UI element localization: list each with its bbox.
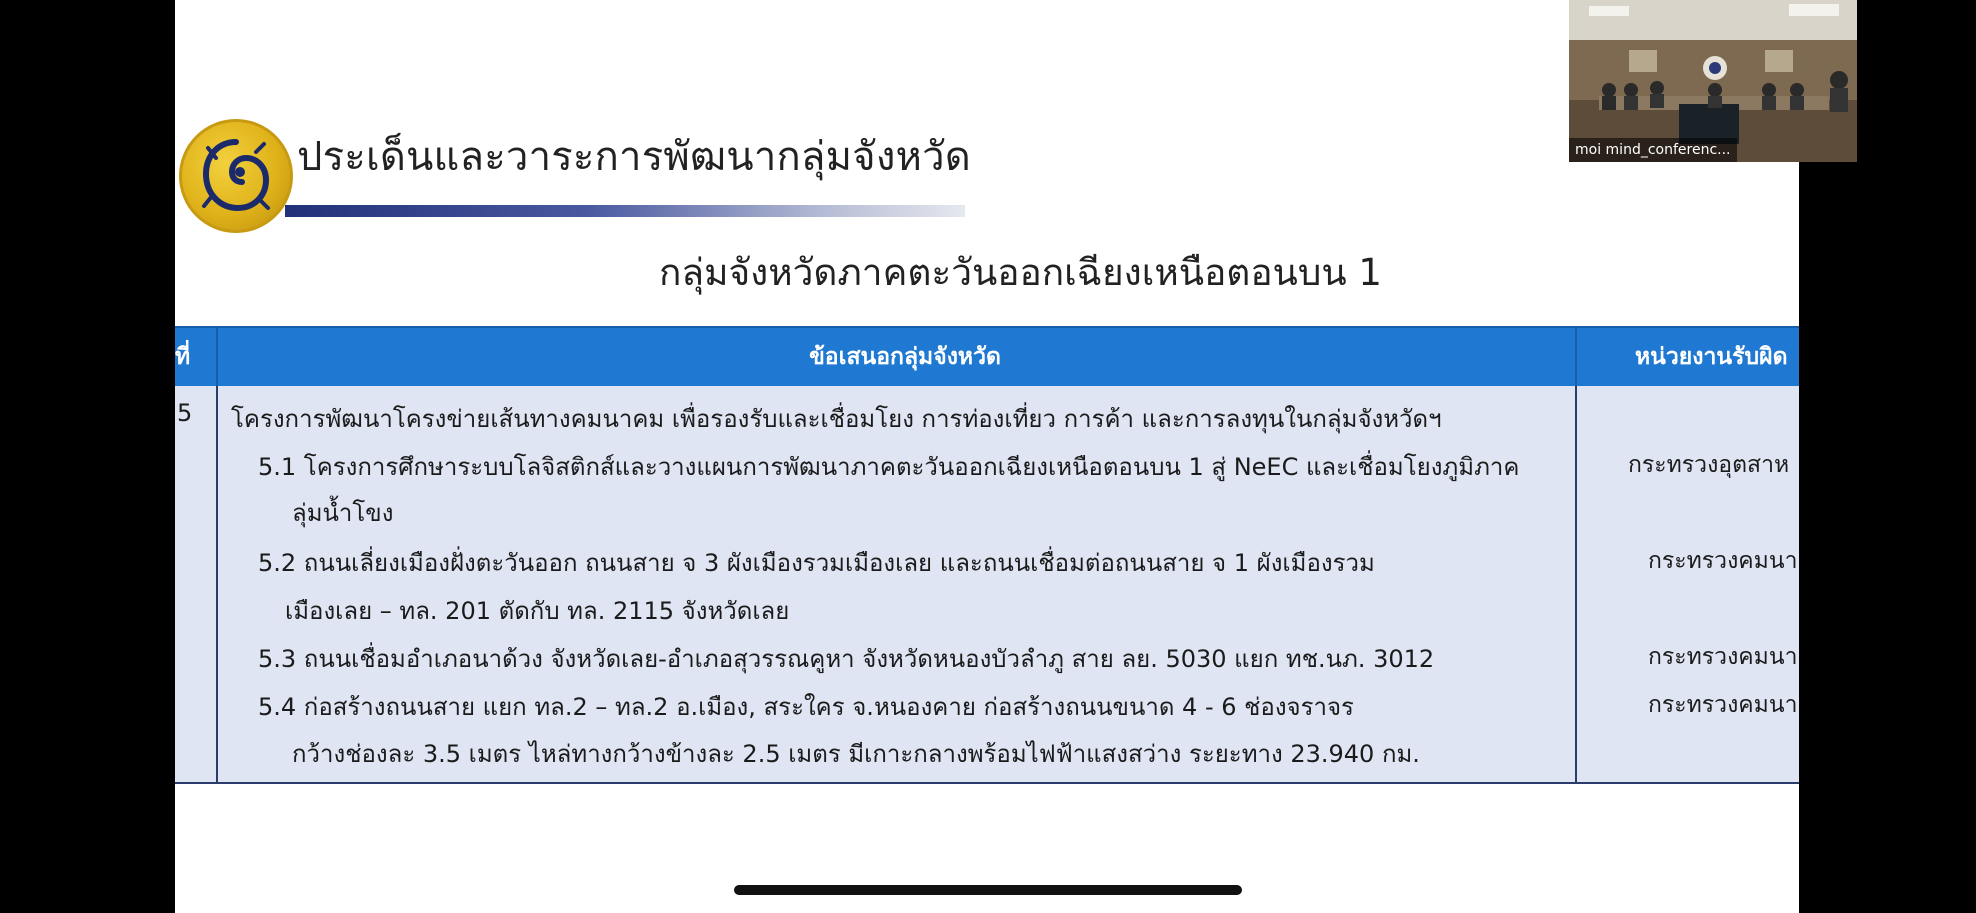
column-divider: [216, 386, 218, 782]
item-5-1-line2: ลุ่มน้ำโขง: [292, 499, 394, 527]
presentation-slide: [175, 0, 1799, 913]
column-divider: [216, 326, 218, 386]
participant-name-label: moi mind_conferenc...: [1569, 138, 1737, 162]
participant-video-tile[interactable]: [1569, 0, 1857, 162]
row-number: 5: [177, 399, 193, 427]
row-main-text: โครงการพัฒนาโครงข่ายเส้นทางคมนาคม เพื่อรองรับและเชื่อมโยง การท่องเที่ยว การค้า และการลงทุนในกลุ่มจังหวัดฯ: [231, 405, 1442, 433]
item-5-4-agency: กระทรวงคมนา: [1648, 692, 1798, 718]
slide-subtitle: กลุ่มจังหวัดภาคตะวันออกเฉียงเหนือตอนบน 1: [659, 251, 1382, 294]
item-5-4-line2: กว้างช่องละ 3.5 เมตร ไหล่ทางกว้างข้างละ 2.5 เมตร มีเกาะกลางพร้อมไฟฟ้าแสงสว่าง ระยะทาง 23.940 กม.: [292, 740, 1420, 768]
slide-title: ประเด็นและวาระการพัฒนากลุ่มจังหวัด: [297, 134, 971, 180]
item-5-2-line1: 5.2 ถนนเลี่ยงเมืองฝั่งตะวันออก ถนนสาย จ 3 ผังเมืองรวมเมืองเลย และถนนเชื่อมต่อถนนสาย จ 1 ผังเมืองรวม: [258, 549, 1375, 577]
ministry-seal-icon: [179, 119, 293, 233]
table-header-row: [175, 326, 1799, 388]
column-header-agency: หน่วยงานรับผิด: [1635, 344, 1788, 370]
item-5-2-line2: เมืองเลย – ทล. 201 ตัดกับ ทล. 2115 จังหวัดเลย: [285, 597, 790, 625]
column-header-number: ที่: [175, 344, 191, 370]
item-5-3-line1: 5.3 ถนนเชื่อมอำเภอนาด้วง จังหวัดเลย-อำเภอสุวรรณคูหา จังหวัดหนองบัวลำภู สาย ลย. 5030 แยก ทช.นภ. 3012: [258, 645, 1435, 673]
item-5-2-agency: กระทรวงคมนา: [1648, 548, 1798, 574]
item-5-1-line1: 5.1 โครงการศึกษาระบบโลจิสติกส์และวางแผนการพัฒนาภาคตะวันออกเฉียงเหนือตอนบน 1 สู่ NeEC และเชื่อมโยงภูมิภาค: [258, 453, 1520, 481]
title-underline-bar: [285, 205, 965, 217]
item-5-3-agency: กระทรวงคมนา: [1648, 644, 1798, 670]
column-header-proposal: ข้อเสนอกลุ่มจังหวัด: [809, 344, 1001, 370]
home-indicator-bar[interactable]: [734, 885, 1242, 895]
column-divider: [1575, 326, 1577, 386]
item-5-1-agency: กระทรวงอุตสาห: [1628, 452, 1790, 478]
item-5-4-line1: 5.4 ก่อสร้างถนนสาย แยก ทล.2 – ทล.2 อ.เมือง, สระใคร จ.หนองคาย ก่อสร้างถนนขนาด 4 - 6 ช่องจราจร: [258, 693, 1354, 721]
column-divider: [1575, 386, 1577, 782]
